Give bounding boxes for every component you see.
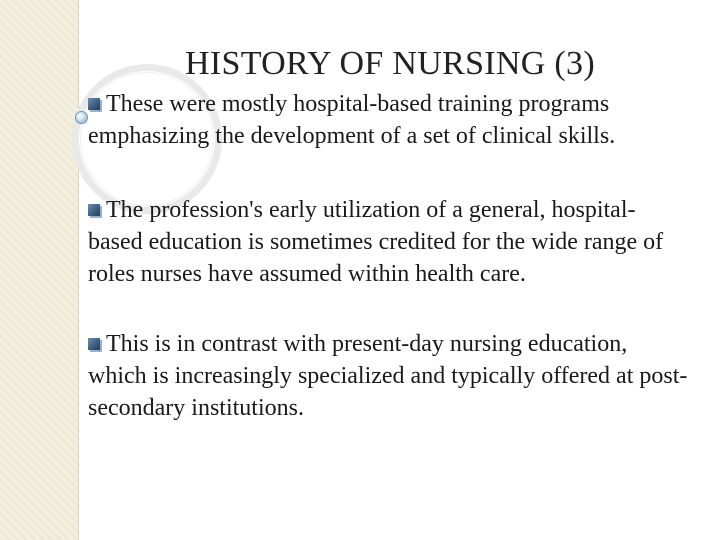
square-bullet-icon	[88, 98, 100, 110]
bullet-text: These were mostly hospital-based training programs emphasizing the development of a set of clinical skills.	[88, 91, 616, 149]
bullet-text: This is in contrast with present-day nursing education, which is increasingly specialized and typically offered at post-secondary institutions.	[88, 331, 688, 421]
slide-title: HISTORY OF NURSING (3)	[185, 45, 595, 82]
decorative-side-band	[0, 0, 79, 540]
decorative-dot-icon	[75, 111, 88, 124]
bullet-item	[88, 88, 688, 152]
bullet-item	[88, 328, 688, 424]
bullet-item	[88, 194, 688, 290]
bullet-text: The profession's early utilization of a general, hospital-based education is sometimes credited for the wide range of roles nurses have assumed within health care.	[88, 197, 664, 287]
bullet-list	[88, 88, 688, 466]
square-bullet-icon	[88, 204, 100, 216]
square-bullet-icon	[88, 338, 100, 350]
